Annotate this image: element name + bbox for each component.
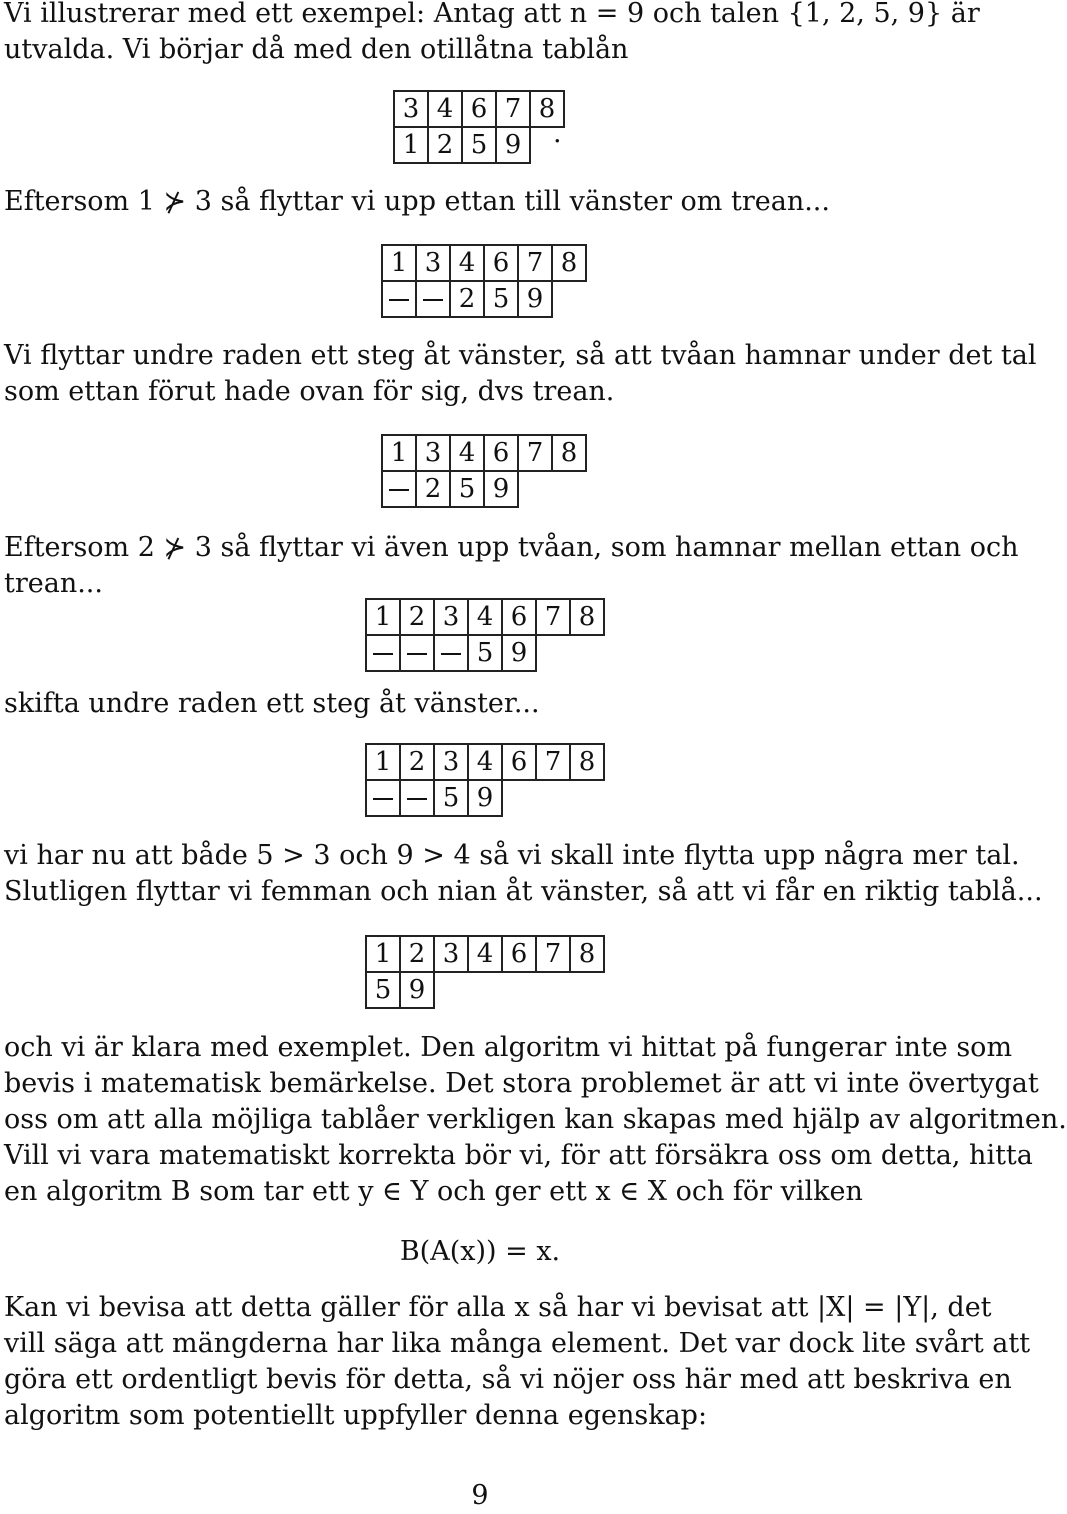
tableau-empty — [570, 780, 604, 816]
tableau-empty — [536, 780, 570, 816]
tableau-cell — [382, 281, 416, 317]
text-line: trean... — [4, 568, 103, 599]
paragraph-move-one — [4, 184, 956, 220]
tableau-4 — [365, 598, 605, 672]
tableau-cell: 5 — [468, 635, 502, 671]
text-line: Slutligen flyttar vi femman och nian åt vänster, så att vi får en riktig tablå... — [4, 876, 1043, 907]
tableau-2 — [381, 244, 587, 318]
text-line: Vill vi vara matematiskt korrekta bör vi, för att försäkra oss om detta, hitta — [4, 1140, 1033, 1171]
tableau-cell — [416, 281, 450, 317]
tableau-top-row — [394, 91, 564, 127]
tableau-bottom-row — [394, 127, 564, 163]
tableau-cell: 5 — [434, 780, 468, 816]
period: . — [553, 118, 562, 149]
tableau-empty — [434, 972, 468, 1008]
text-line: göra ett ordentligt bevis för detta, så vi nöjer oss här med att beskriva en — [4, 1364, 1012, 1395]
tableau-cell: 6 — [484, 245, 518, 281]
tableau-cell: 3 — [434, 744, 468, 780]
tableau-cell: 7 — [536, 744, 570, 780]
tableau-bottom-row — [382, 281, 586, 317]
tableau-cell: 1 — [366, 936, 400, 972]
text-line: algoritm som potentiellt uppfyller denna egenskap: — [4, 1400, 708, 1431]
tableau-bottom-row — [366, 635, 604, 671]
tableau-cell: 9 — [496, 127, 530, 163]
tableau-cell — [434, 635, 468, 671]
text-line: bevis i matematisk bemärkelse. Det stora problemet är att vi inte övertygat — [4, 1068, 1039, 1099]
text-line: en algoritm B som tar ett y ∈ Y och ger ett x ∈ X och för vilken — [4, 1176, 863, 1207]
empty-slot-dash — [441, 653, 461, 655]
empty-slot-dash — [373, 798, 393, 800]
tableau-cell: 3 — [434, 936, 468, 972]
equation: B(A(x)) = x. — [399, 1236, 561, 1267]
tableau-cell: 7 — [496, 91, 530, 127]
tableau-empty — [570, 972, 604, 1008]
tableau-3 — [381, 434, 587, 508]
tableau-cell: 4 — [450, 435, 484, 471]
paragraph-shift-left — [4, 686, 956, 722]
tableau-cell: 3 — [416, 435, 450, 471]
tableau-cell: 5 — [484, 281, 518, 317]
tableau-empty — [518, 471, 552, 507]
tableau-cell: 6 — [484, 435, 518, 471]
tableau-cell: 6 — [502, 936, 536, 972]
tableau-cell: 3 — [434, 599, 468, 635]
tableau-cell: 1 — [394, 127, 428, 163]
tableau-empty — [552, 281, 586, 317]
tableau-cell: 9 — [484, 471, 518, 507]
empty-slot-dash — [423, 299, 443, 301]
tableau-top-row — [382, 435, 586, 471]
tableau-cell: 2 — [428, 127, 462, 163]
tableau-empty — [570, 635, 604, 671]
tableau-cell — [382, 471, 416, 507]
tableau-cell: 8 — [530, 91, 564, 127]
tableau-cell: 7 — [518, 435, 552, 471]
text-line: Eftersom 1 ⊁ 3 så flyttar vi upp ettan till vänster om trean... — [4, 186, 830, 217]
tableau-cell: 1 — [366, 744, 400, 780]
tableau-bottom-row — [382, 471, 586, 507]
tableau-6 — [365, 935, 605, 1009]
tableau-cell — [400, 780, 434, 816]
tableau-cell: 5 — [462, 127, 496, 163]
paragraph-proof — [4, 1290, 1031, 1434]
empty-slot-dash — [389, 489, 409, 491]
tableau-cell: 9 — [468, 780, 502, 816]
text-line: utvalda. Vi börjar då med den otillåtna tablån — [4, 34, 629, 65]
tableau-cell: 2 — [400, 936, 434, 972]
tableau-cell: 2 — [400, 744, 434, 780]
tableau-cell: 3 — [394, 91, 428, 127]
tableau-bottom-row — [366, 972, 604, 1008]
tableau-bottom-row — [366, 780, 604, 816]
paragraph-no-more-moves — [4, 838, 1043, 910]
tableau-cell: 6 — [462, 91, 496, 127]
paragraph-conclusion — [4, 1030, 1067, 1210]
text-line: skifta undre raden ett steg åt vänster... — [4, 688, 540, 719]
text-line: oss om att alla möjliga tablåer verkligen kan skapas med hjälp av algoritmen. — [4, 1104, 1067, 1135]
tableau-cell: 9 — [400, 972, 434, 1008]
tableau-cell: 4 — [468, 936, 502, 972]
text-line: som ettan förut hade ovan för sig, dvs trean. — [4, 376, 615, 407]
tableau-cell: 9 — [518, 281, 552, 317]
empty-slot-dash — [407, 798, 427, 800]
tableau-cell: 2 — [400, 599, 434, 635]
page-number: 9 — [471, 1480, 489, 1511]
tableau-cell: 2 — [416, 471, 450, 507]
tableau-cell: 5 — [366, 972, 400, 1008]
tableau-cell: 8 — [570, 744, 604, 780]
tableau-cell: 9 — [502, 635, 536, 671]
tableau-top-row — [382, 245, 586, 281]
tableau-cell: 4 — [468, 744, 502, 780]
tableau-cell: 8 — [552, 245, 586, 281]
tableau-cell: 8 — [552, 435, 586, 471]
tableau-empty — [536, 972, 570, 1008]
tableau-top-row — [366, 599, 604, 635]
tableau-cell: 4 — [450, 245, 484, 281]
tableau-empty — [468, 972, 502, 1008]
text-line: Vi flyttar undre raden ett steg åt vänster, så att tvåan hamnar under det tal — [4, 340, 1037, 371]
tableau-cell — [366, 635, 400, 671]
tableau-1 — [393, 90, 565, 164]
tableau-empty — [536, 635, 570, 671]
tableau-cell: 6 — [502, 744, 536, 780]
text-line: Kan vi bevisa att detta gäller för alla x så har vi bevisat att |X| = |Y|, det — [4, 1292, 992, 1323]
tableau-cell: 5 — [450, 471, 484, 507]
text-line: Vi illustrerar med ett exempel: Antag att n = 9 och talen {1, 2, 5, 9} är — [4, 0, 980, 29]
text-line: och vi är klara med exemplet. Den algoritm vi hittat på fungerar inte som — [4, 1032, 1013, 1063]
tableau-empty — [552, 471, 586, 507]
text-line: vill säga att mängderna har lika många element. Det var dock lite svårt att — [4, 1328, 1031, 1359]
tableau-cell: 8 — [570, 599, 604, 635]
tableau-cell: 6 — [502, 599, 536, 635]
tableau-cell — [400, 635, 434, 671]
empty-slot-dash — [373, 653, 393, 655]
tableau-cell: 1 — [366, 599, 400, 635]
tableau-cell: 7 — [536, 936, 570, 972]
tableau-empty — [502, 972, 536, 1008]
tableau-5 — [365, 743, 605, 817]
text-line: Eftersom 2 ⊁ 3 så flyttar vi även upp tvåan, som hamnar mellan ettan och — [4, 532, 1019, 563]
tableau-cell: 4 — [428, 91, 462, 127]
tableau-cell: 1 — [382, 245, 416, 281]
empty-slot-dash — [389, 299, 409, 301]
tableau-cell: 2 — [450, 281, 484, 317]
text-line: vi har nu att både 5 > 3 och 9 > 4 så vi skall inte flytta upp några mer tal. — [4, 840, 1020, 871]
tableau-cell: 8 — [570, 936, 604, 972]
tableau-empty — [502, 780, 536, 816]
tableau-top-row — [366, 744, 604, 780]
tableau-cell: 1 — [382, 435, 416, 471]
tableau-cell — [366, 780, 400, 816]
tableau-cell: 4 — [468, 599, 502, 635]
tableau-cell: 3 — [416, 245, 450, 281]
tableau-top-row — [366, 936, 604, 972]
paragraph-intro — [4, 0, 980, 68]
tableau-cell: 7 — [536, 599, 570, 635]
empty-slot-dash — [407, 653, 427, 655]
tableau-cell: 7 — [518, 245, 552, 281]
paragraph-shift-row — [4, 338, 1037, 410]
paragraph-move-two — [4, 530, 1019, 602]
